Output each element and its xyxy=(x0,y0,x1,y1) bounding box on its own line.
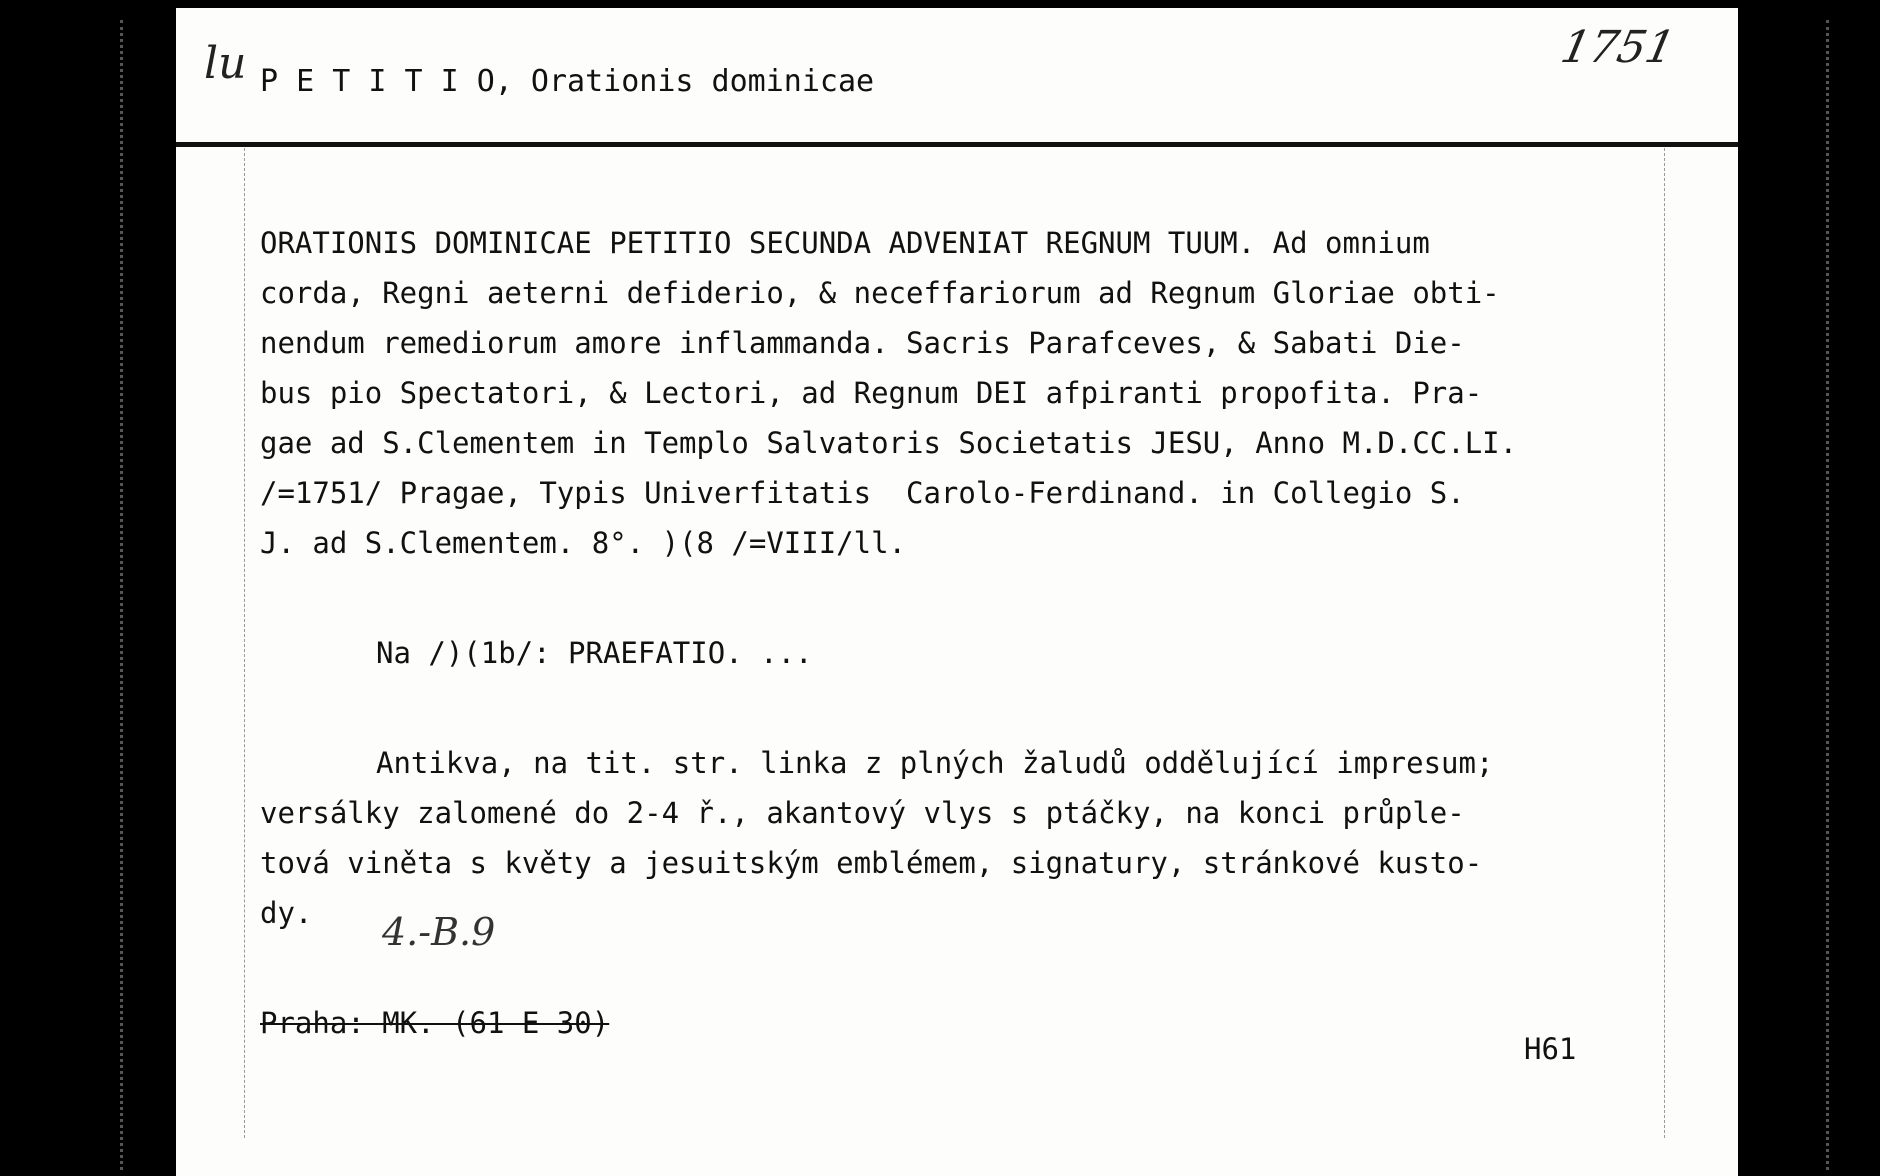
catalog-card xyxy=(176,8,1738,1176)
scan-edge-right xyxy=(1826,20,1829,1170)
collation-line: J. ad S.Clementem. 8°. )(8 /=VIII/ll. xyxy=(260,526,907,560)
note-line: Na /)(1b/: PRAEFATIO. ... xyxy=(376,636,813,670)
title-line: gae ad S.Clementem in Templo Salvatoris Societatis JESU, Anno M.D.CC.LI. xyxy=(260,426,1518,460)
card-heading: P E T I T I O, Orationis dominicae xyxy=(260,64,875,99)
imprint-line: /=1751/ Pragae, Typis Univerfitatis Carolo-Ferdinand. in Collegio S. xyxy=(260,476,1465,510)
description-line: versálky zalomené do 2-4 ř., akantový vlys s ptáčky, na konci průple- xyxy=(260,796,1465,830)
margin-rule-right xyxy=(1664,148,1665,1138)
shelf-mark: H61 xyxy=(1524,1032,1577,1066)
location-text: Praha: MK. (61 E 30) xyxy=(260,1006,610,1040)
scan-edge-left xyxy=(120,20,123,1170)
margin-rule-left xyxy=(244,148,245,1138)
title-line: bus pio Spectatori, & Lectori, ad Regnum DEI afpiranti propofita. Pra- xyxy=(260,376,1483,410)
title-line: ORATIONIS DOMINICAE PETITIO SECUNDA ADVENIAT REGNUM TUUM. Ad omnium xyxy=(260,226,1430,260)
card-body xyxy=(260,218,1664,938)
handwritten-code: 4.-B.9 xyxy=(382,910,496,954)
description-line: dy. xyxy=(260,896,313,930)
handwritten-mark: lu xyxy=(204,38,247,89)
description-line: Antikva, na tit. str. linka z plných žaludů oddělující impresum; xyxy=(376,746,1494,780)
title-line: corda, Regni aeterni defiderio, & neceffariorum ad Regnum Gloriae obti- xyxy=(260,276,1500,310)
handwritten-year: 1751 xyxy=(1556,22,1680,73)
card-header xyxy=(176,8,1738,147)
title-line: nendum remediorum amore inflammanda. Sacris Parafceves, & Sabati Die- xyxy=(260,326,1465,360)
description-line: tová viněta s květy a jesuitským emblémem, signatury, stránkové kusto- xyxy=(260,846,1483,880)
